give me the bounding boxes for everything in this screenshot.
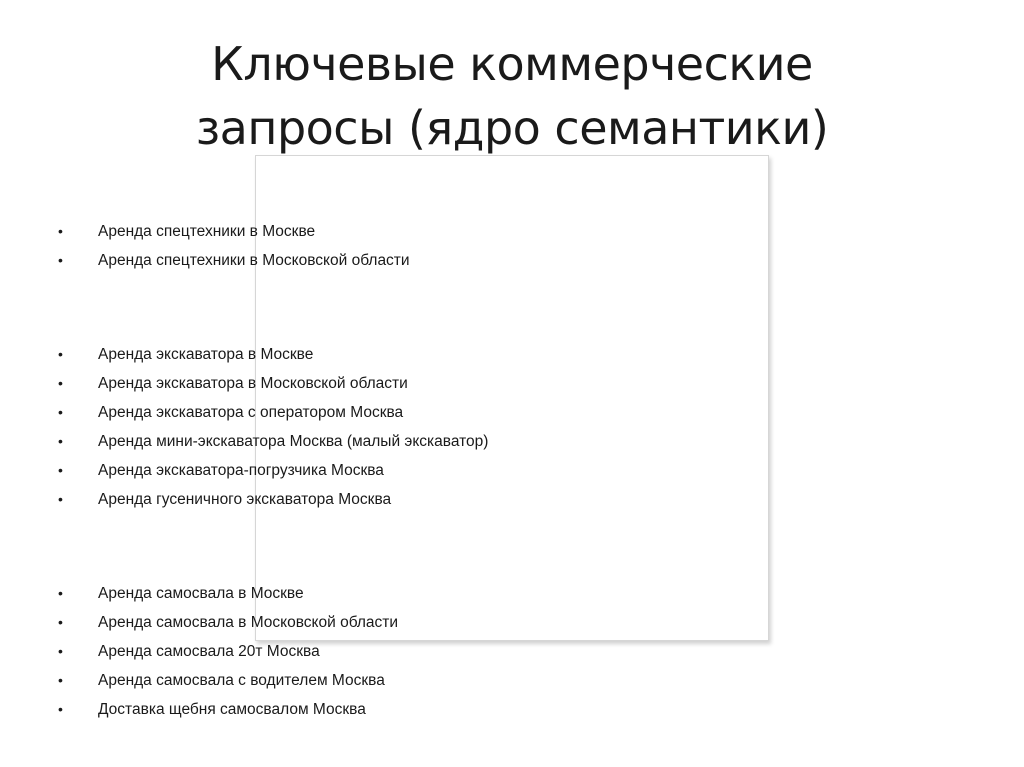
list-item	[58, 695, 398, 724]
list-item	[58, 579, 398, 608]
list-item	[58, 608, 398, 637]
list-item	[58, 456, 488, 485]
bullet-icon: •	[58, 252, 63, 268]
bullet-icon: •	[58, 404, 63, 420]
slide-title	[100, 32, 924, 160]
slide-title-line-1: Ключевые коммерческие	[211, 37, 813, 91]
list-item	[58, 369, 488, 398]
bullet-icon: •	[58, 346, 63, 362]
list-item-text: Аренда мини-экскаватора Москва (малый экскаватор)	[98, 433, 489, 450]
bullet-icon: •	[58, 491, 63, 507]
keyword-group-excavator	[58, 340, 488, 514]
list-item-text: Доставка щебня самосвалом Москва	[98, 701, 366, 718]
list-item	[58, 427, 488, 456]
list-item	[58, 398, 488, 427]
keyword-group-dump-truck	[58, 579, 398, 724]
keyword-group-general	[58, 217, 410, 275]
bullet-icon: •	[58, 223, 63, 239]
bullet-icon: •	[58, 614, 63, 630]
list-item	[58, 485, 488, 514]
list-item-text: Аренда самосвала с водителем Москва	[98, 672, 385, 689]
list-item	[58, 246, 410, 275]
list-item-text: Аренда экскаватора с оператором Москва	[98, 404, 404, 421]
list-item-text: Аренда экскаватора-погрузчика Москва	[98, 462, 384, 479]
bullet-icon: •	[58, 462, 63, 478]
list-item	[58, 340, 488, 369]
bullet-icon: •	[58, 433, 63, 449]
bullet-icon: •	[58, 643, 63, 659]
list-item-text: Аренда спецтехники в Москве	[98, 223, 316, 240]
list-item	[58, 217, 410, 246]
list-item-text: Аренда самосвала в Московской области	[98, 614, 399, 631]
list-item-text: Аренда экскаватора в Москве	[98, 346, 314, 363]
list-item-text: Аренда спецтехники в Московской области	[98, 252, 410, 269]
list-item-text: Аренда гусеничного экскаватора Москва	[98, 491, 392, 508]
list-item	[58, 666, 398, 695]
bullet-icon: •	[58, 585, 63, 601]
list-item-text: Аренда самосвала в Москве	[98, 585, 304, 602]
slide-title-line-2: запросы (ядро семантики)	[195, 101, 829, 155]
bullet-icon: •	[58, 375, 63, 391]
bullet-icon: •	[58, 672, 63, 688]
list-item-text: Аренда экскаватора в Московской области	[98, 375, 408, 392]
list-item-text: Аренда самосвала 20т Москва	[98, 643, 320, 660]
bullet-icon: •	[58, 701, 63, 717]
list-item	[58, 637, 398, 666]
